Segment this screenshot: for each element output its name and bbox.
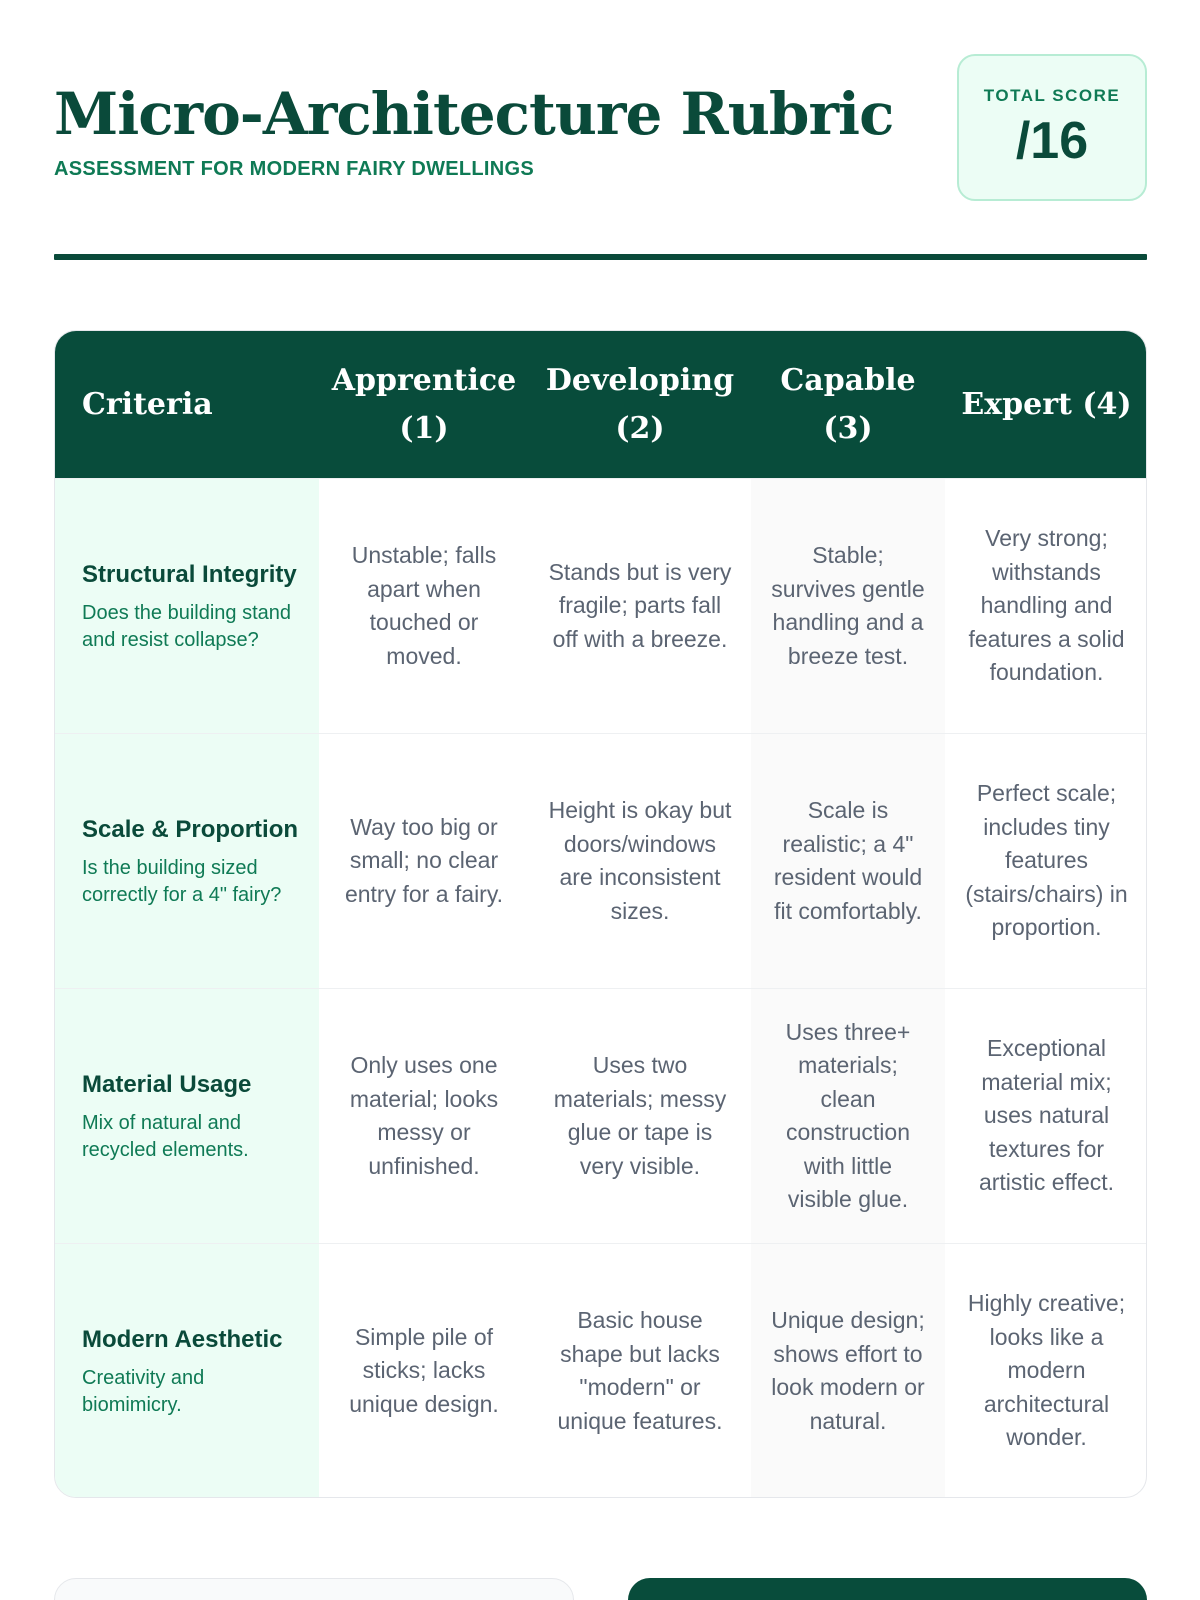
- criteria-name: Modern Aesthetic: [82, 1326, 283, 1353]
- summary-panel: [628, 1578, 1147, 1600]
- table-row: [55, 1243, 1147, 1498]
- rating-cell-capable: Uses three+ materials; clean construction with little visible glue.: [751, 989, 945, 1243]
- rating-cell-capable: Scale is realistic; a 4" resident would fit comfortably.: [751, 734, 945, 988]
- rating-cell-expert: Highly creative; looks like a modern architectural wonder.: [967, 1290, 1126, 1451]
- criteria-cell: [55, 989, 319, 1243]
- page-subtitle: ASSESSMENT FOR MODERN FAIRY DWELLINGS: [54, 158, 535, 180]
- page-header: [54, 54, 1147, 204]
- table-header: [55, 331, 1147, 478]
- column-header-developing: Developing (2): [545, 362, 735, 446]
- criteria-name: Material Usage: [82, 1071, 252, 1098]
- criteria-name: Structural Integrity: [82, 561, 297, 588]
- header-divider: [54, 254, 1147, 260]
- rating-cell-expert: Exceptional material mix; uses natural textures for artistic effect.: [978, 1035, 1115, 1196]
- rating-cell-apprentice: Unstable; falls apart when touched or moved.: [351, 542, 497, 669]
- total-score-value: /16: [1015, 112, 1089, 170]
- column-header-capable: Capable (3): [780, 362, 916, 446]
- total-score-label: TOTAL SCORE: [983, 86, 1121, 105]
- rubric-table: [54, 330, 1147, 1498]
- rating-cell-apprentice: Only uses one material; looks messy or unfinished.: [349, 1052, 499, 1179]
- rating-cell-expert: Very strong; withstands handling and features a solid foundation.: [968, 525, 1125, 686]
- column-header-apprentice: Apprentice (1): [331, 362, 517, 446]
- rating-cell-apprentice: Way too big or small; no clear entry for a fairy.: [344, 813, 504, 907]
- table-row: [55, 478, 1147, 733]
- table-row: [55, 988, 1147, 1243]
- rating-cell-developing: Stands but is very fragile; parts fall off with a breeze.: [548, 558, 732, 652]
- page-title: Micro-Architecture Rubric: [54, 80, 894, 148]
- rating-cell-capable: Stable; survives gentle handling and a breeze test.: [751, 479, 945, 733]
- criteria-name: Scale & Proportion: [82, 816, 299, 843]
- rating-cell-developing: Uses two materials; messy glue or tape is very visible.: [553, 1052, 727, 1179]
- rating-cell-developing: Basic house shape but lacks "modern" or unique features.: [557, 1307, 723, 1434]
- rating-cell-developing: Height is okay but doors/windows are inconsistent sizes.: [548, 797, 732, 924]
- rating-cell-apprentice: Simple pile of sticks; lacks unique design.: [349, 1323, 499, 1417]
- notes-panel: [54, 1578, 574, 1600]
- rating-cell-expert: Perfect scale; includes tiny features (stairs/chairs) in proportion.: [965, 780, 1128, 941]
- criteria-cell: [55, 479, 319, 733]
- rubric-page: [54, 0, 1147, 1600]
- criteria-description: Creativity and biomimicry.: [82, 1367, 205, 1416]
- criteria-description: Is the building sized correctly for a 4" fairy?: [82, 857, 282, 906]
- table-row: [55, 733, 1147, 988]
- total-score-box: [957, 54, 1147, 201]
- criteria-description: Does the building stand and resist collapse?: [82, 602, 292, 651]
- column-header-expert: Expert (4): [961, 386, 1132, 422]
- criteria-description: Mix of natural and recycled elements.: [82, 1112, 249, 1161]
- criteria-cell: [55, 734, 319, 988]
- column-header-criteria: Criteria: [82, 386, 213, 422]
- rating-cell-capable: Unique design; shows effort to look modern or natural.: [751, 1244, 945, 1498]
- criteria-cell: [55, 1244, 319, 1498]
